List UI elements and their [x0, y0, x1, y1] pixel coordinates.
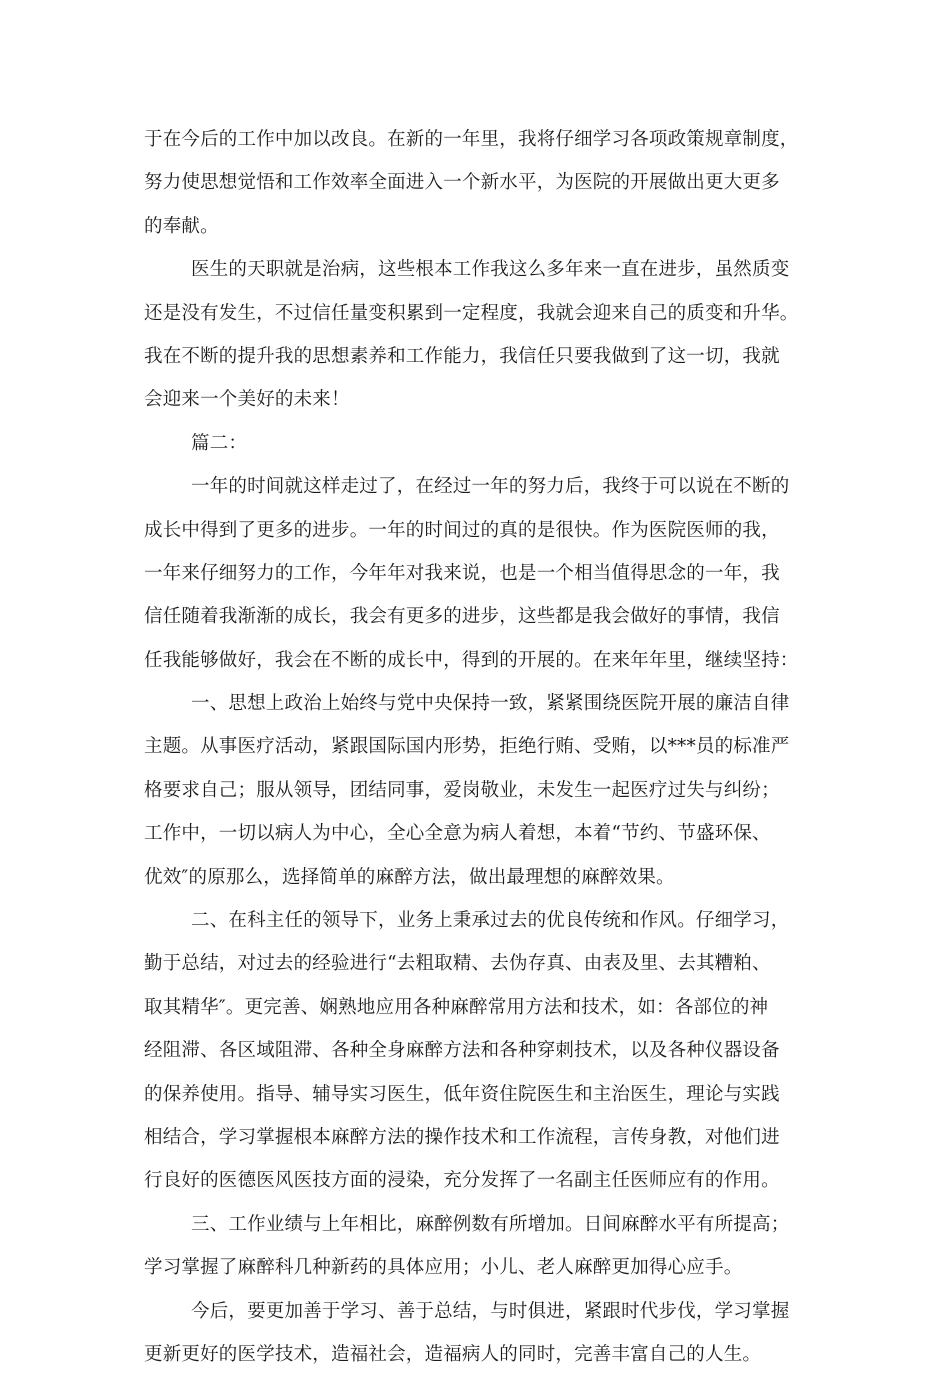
text-line: 信任随着我渐渐的成长，我会有更多的进步，这些都是我会做好的事情，我信	[144, 606, 780, 628]
text-line: 相结合，学习掌握根本麻醉方法的操作技术和工作流程，言传身教，对他们进	[144, 1126, 780, 1148]
text-line: 格要求自己；服从领导，团结同事，爱岗敬业，未发生一起医疗过失与纠纷；	[144, 779, 780, 801]
text-line: 工作中，一切以病人为中心，全心全意为病人着想，本着“节约、节盛环保、	[144, 823, 771, 845]
text-line: 学习掌握了麻醉科几种新药的具体应用；小儿、老人麻醉更加得心应手。	[144, 1257, 743, 1279]
text-line: 成长中得到了更多的进步。一年的时间过的真的是很快。作为医院医师的我，	[144, 519, 780, 541]
text-line: 于在今后的工作中加以改良。在新的一年里，我将仔细学习各项政策规章制度，	[144, 129, 799, 150]
paragraph-first-line: 一、思想上政治上始终与党中央保持一致，紧紧围绕医院开展的廉洁自律	[191, 693, 790, 715]
text-line: 一年来仔细努力的工作，今年年对我来说，也是一个相当值得思念的一年，我	[144, 562, 780, 584]
paragraph-first-line: 三、工作业绩与上年相比，麻醉例数有所增加。日间麻醉水平有所提高；	[191, 1213, 790, 1235]
text-line: 主题。从事医疗活动，紧跟国际国内形势，拒绝行贿、受贿，以***员的标准严	[144, 736, 790, 758]
text-line: 的奉献。	[144, 215, 219, 237]
paragraph-first-line: 二、在科主任的领导下，业务上秉承过去的优良传统和作风。仔细学习，	[191, 910, 790, 932]
section-heading: 篇二：	[191, 432, 248, 454]
text-line: 行良好的医德医风医技方面的浸染，充分发挥了一名副主任医师应有的作用。	[144, 1170, 780, 1192]
text-line: 我在不断的提升我的思想素养和工作能力，我信任只要我做到了这一切，我就	[144, 345, 780, 367]
document-body	[144, 118, 808, 1376]
text-line: 会迎来一个美好的未来！	[144, 389, 350, 411]
text-line: 还是没有发生，不过信任量变积累到一定程度，我就会迎来自己的质变和升华。	[144, 302, 799, 324]
paragraph-first-line: 医生的天职就是治病，这些根本工作我这么多年来一直在进步，虽然质变	[191, 259, 790, 281]
text-line: 努力使思想觉悟和工作效率全面进入一个新水平，为医院的开展做出更大更多	[144, 172, 780, 194]
text-line: 任我能够做好，我会在不断的成长中，得到的开展的。在来年年里，继续坚持：	[144, 649, 799, 671]
text-line: 优效″的原那么，选择简单的麻醉方法，做出最理想的麻醉效果。	[144, 866, 675, 888]
paragraph-first-line: 一年的时间就这样走过了，在经过一年的努力后，我终于可以说在不断的	[191, 476, 790, 498]
text-line: 取其精华″。更完善、娴熟地应用各种麻醉常用方法和技术，如：各部位的神	[144, 996, 769, 1018]
paragraph-first-line: 今后，要更加善于学习、善于总结，与时俱进，紧跟时代步伐，学习掌握	[191, 1300, 790, 1322]
text-line: 经阻滞、各区域阻滞、各种全身麻醉方法和各种穿刺技术，以及各种仪器设备	[144, 1040, 780, 1062]
text-line: 更新更好的医学技术，造福社会，造福病人的同时，完善丰富自己的人生。	[144, 1343, 762, 1365]
text-line: 勤于总结，对过去的经验进行“去粗取精、去伪存真、由表及里、去其糟粕、	[144, 953, 771, 975]
text-line: 的保养使用。指导、辅导实习医生，低年资住院医生和主治医生，理论与实践	[144, 1083, 780, 1105]
